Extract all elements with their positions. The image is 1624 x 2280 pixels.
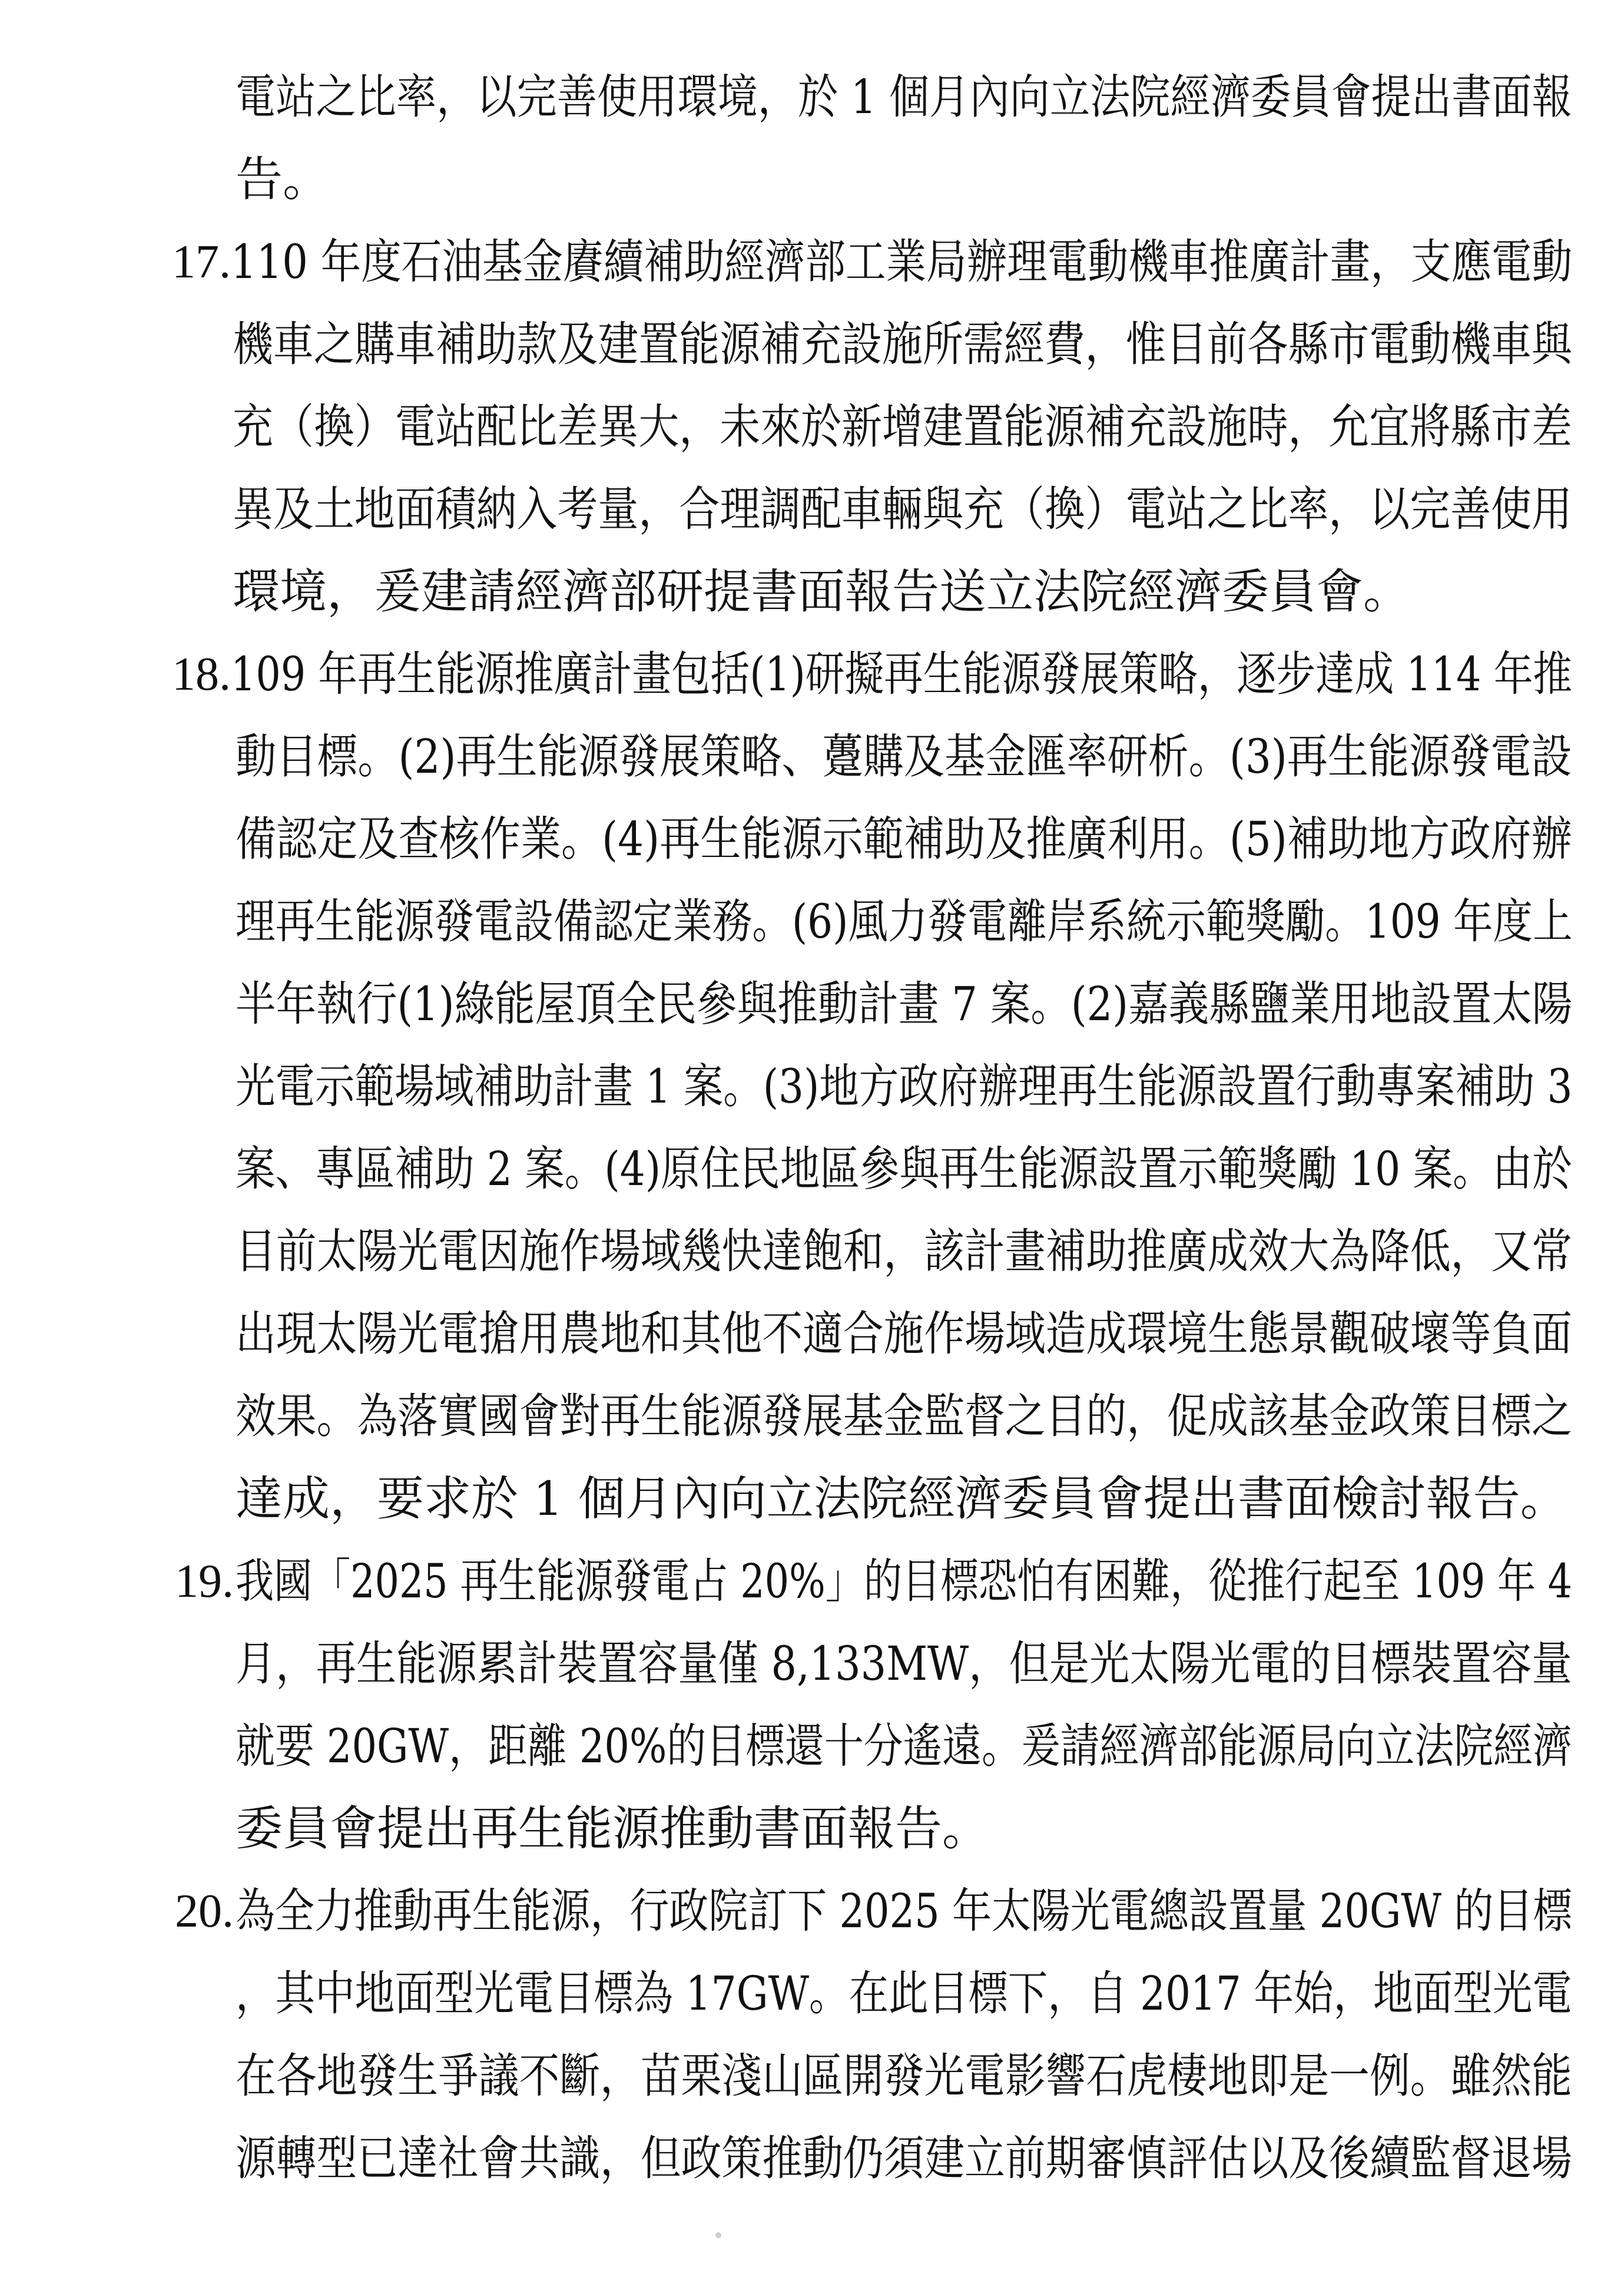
continuation-line: 電站之比率，以完善使用環境，於 1 個月內向立法院經濟委員會提出書面報 xyxy=(236,70,1572,124)
item-number-19: 19. xyxy=(175,1556,234,1607)
item-19-line: 委員會提出再生能源推動書面報告。 xyxy=(236,1801,989,1856)
item-18-line: 出現太陽光電搶用農地和其他不適合施作場域造成環境生態景觀破壞等負面 xyxy=(236,1306,1572,1361)
item-17-line: 充（換）電站配比差異大，未來於新增建置能源補充設施時，允宜將縣市差 xyxy=(233,399,1572,454)
item-18-line: 109 年再生能源推廣計畫包括(1)研擬再生能源發展策略，逐步達成 114 年推 xyxy=(231,647,1572,701)
item-18-line: 目前太陽光電因施作場域幾快達飽和，該計畫補助推廣成效大為降低，又常 xyxy=(236,1224,1572,1279)
item-18-line: 達成，要求於 1 個月內向立法院經濟委員會提出書面檢討報告。 xyxy=(236,1471,1567,1526)
item-18-line: 動目標。(2)再生能源發展策略、躉購及基金匯率研析。(3)再生能源發電設 xyxy=(236,729,1572,784)
item-20-line: 源轉型已達社會共識，但政策推動仍須建立前期審慎評估以及後續監督退場 xyxy=(236,2131,1572,2186)
item-number-18: 18. xyxy=(172,648,231,700)
item-20-line: ，其中地面型光電目標為 17GW。在此目標下，自 2017 年始，地面型光電 xyxy=(236,1966,1572,2021)
item-19-line: 就要 20GW，距離 20%的目標還十分遙遠。爰請經濟部能源局向立法院經濟 xyxy=(236,1719,1572,1773)
item-17-line: 異及土地面積納入考量，合理調配車輛與充（換）電站之比率，以完善使用 xyxy=(233,482,1572,537)
item-18-line: 光電示範場域補助計畫 1 案。(3)地方政府辦理再生能源設置行動專案補助 3 xyxy=(236,1059,1573,1114)
item-18-line: 半年執行(1)綠能屋頂全民參與推動計畫 7 案。(2)嘉義縣鹽業用地設置太陽 xyxy=(236,977,1573,1031)
item-number-17: 17. xyxy=(172,236,231,288)
item-19-line: 月，再生能源累計裝置容量僅 8,133MW，但是光太陽光電的目標裝置容量 xyxy=(236,1636,1572,1691)
item-number-20: 20. xyxy=(175,1885,234,1937)
item-17-line: 機車之購車補助款及建置能源補充設施所需經費，惟目前各縣市電動機車與 xyxy=(233,317,1572,372)
item-20-line: 在各地發生爭議不斷，苗栗淺山區開發光電影響石虎棲地即是一例。雖然能 xyxy=(236,2049,1572,2103)
item-18-line: 備認定及查核作業。(4)再生能源示範補助及推廣利用。(5)補助地方政府辦 xyxy=(236,812,1572,866)
item-18-line: 案、專區補助 2 案。(4)原住民地區參與再生能源設置示範獎勵 10 案。由於 xyxy=(236,1141,1572,1196)
continuation-line: 告。 xyxy=(236,152,330,207)
item-19-line: 我國「2025 再生能源發電占 20%」的目標恐怕有困難，從推行起至 109 年 4 xyxy=(236,1554,1573,1609)
item-18-line: 效果。為落實國會對再生能源發展基金監督之目的，促成該基金政策目標之 xyxy=(236,1389,1572,1444)
item-18-line: 理再生能源發電設備認定業務。(6)風力發電離岸系統示範獎勵。109 年度上 xyxy=(236,894,1573,949)
scan-artifact-dot xyxy=(715,2232,721,2238)
item-20-line: 為全力推動再生能源，行政院訂下 2025 年太陽光電總設置量 20GW 的目標 xyxy=(236,1884,1573,1938)
item-17-line: 環境，爰建請經濟部研提書面報告送立法院經濟委員會。 xyxy=(233,564,1410,619)
item-17-line: 110 年度石油基金賡續補助經濟部工業局辦理電動機車推廣計畫，支應電動 xyxy=(231,234,1573,289)
